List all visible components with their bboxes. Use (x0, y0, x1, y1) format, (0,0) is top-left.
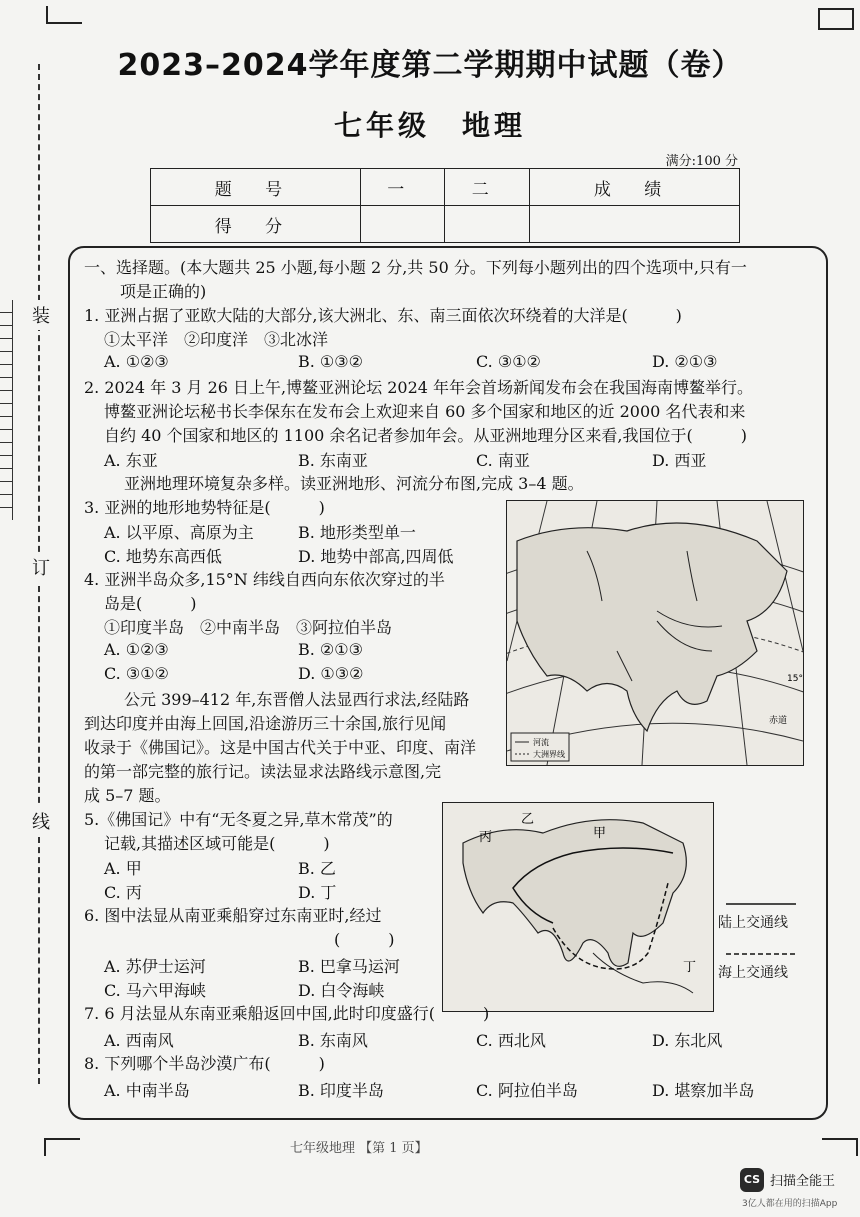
label-jia: 甲 (593, 826, 607, 841)
asia-landmass (517, 523, 787, 731)
q2-option-a[interactable]: A. 东亚 (104, 451, 158, 470)
corner-mark-bottom-left (44, 1138, 80, 1156)
q2-option-d[interactable]: D. 西亚 (652, 451, 707, 470)
binding-char-xian: 线 (32, 806, 50, 836)
score-input-cell[interactable] (530, 206, 740, 243)
q6-option-a[interactable]: A. 苏伊士运河 (104, 957, 206, 976)
intro-q5-7-line1: 公元 399–412 年,东晋僧人法显西行求法,经陆路 (124, 690, 470, 709)
page-footer: 七年级地理 【第 1 页】 (290, 1141, 428, 1156)
q6-stem: 6. 图中法显从南亚乘船穿过东南亚时,经过 (84, 906, 382, 925)
full-score: 满分:100 分 (665, 154, 738, 169)
q4-stem-line2: 岛是( ) (104, 594, 197, 613)
legend-sea-route: 海上交通线 (718, 965, 788, 981)
q5-option-c[interactable]: C. 丙 (104, 883, 142, 902)
q5-stem-line2: 记载,其描述区域可能是( ) (104, 834, 330, 853)
q1-option-a[interactable]: A. ①②③ (104, 352, 169, 371)
q4-option-a[interactable]: A. ①②③ (104, 640, 169, 659)
q4-option-c[interactable]: C. ③①② (104, 664, 169, 683)
label-bing: 丙 (479, 830, 493, 845)
score-input-cell[interactable] (360, 206, 445, 243)
corner-mark-top-right (818, 8, 854, 30)
asia-map-svg (507, 501, 803, 765)
side-info-grid (0, 300, 13, 520)
q1-option-c[interactable]: C. ③①② (476, 352, 541, 371)
q3-option-b[interactable]: B. 地形类型单一 (298, 523, 416, 542)
q4-stem-line1: 4. 亚洲半岛众多,15°N 纬线自西向东依次穿过的半 (84, 570, 445, 589)
q1-option-d[interactable]: D. ②①③ (652, 352, 718, 371)
exam-title: 2023–2024学年度第二学期期中试题（卷） (117, 48, 743, 83)
q6-option-b[interactable]: B. 巴拿马运河 (298, 957, 400, 976)
q3-option-a[interactable]: A. 以平原、高原为主 (104, 523, 254, 542)
label-15-degrees: 15° (787, 674, 803, 684)
score-cell: 二 (445, 169, 530, 206)
q5-option-b[interactable]: B. 乙 (298, 859, 336, 878)
q8-option-a[interactable]: A. 中南半岛 (104, 1081, 190, 1100)
intro-q5-7-line4: 的第一部完整的旅行记。读法显求法路线示意图,完 (84, 762, 442, 781)
faxian-route-map (442, 802, 714, 1012)
score-cell: 得 分 (151, 206, 361, 243)
label-ding: 丁 (683, 960, 697, 975)
camscanner-logo-icon: CS (740, 1168, 764, 1192)
q4-option-d[interactable]: D. ①③② (298, 664, 364, 683)
binding-char-ding: 订 (32, 552, 50, 582)
q4-items: ①印度半岛 ②中南半岛 ③阿拉伯半岛 (104, 618, 393, 637)
intro-q5-7-line5: 成 5–7 题。 (84, 786, 171, 805)
q2-line3: 自约 40 个国家和地区的 1100 余名记者参加年会。从亚洲地理分区来看,我国位于( ) (104, 426, 747, 445)
q5-stem-line1: 5.《佛国记》中有“无冬夏之异,草木常茂”的 (84, 810, 393, 829)
route-map-svg (443, 803, 713, 1011)
q7-stem: 7. 6 月法显从东南亚乘船返回中国,此时印度盛行( ) (84, 1004, 490, 1023)
section-heading: 一、选择题。(本大题共 25 小题,每小题 2 分,共 50 分。下列每小题列出的四个选项中,只有一 (84, 258, 747, 277)
corner-mark-top-left (46, 6, 82, 24)
q3-option-c[interactable]: C. 地势东高西低 (104, 547, 222, 566)
score-cell: 一 (360, 169, 445, 206)
exam-subtitle: 七年级 地理 (333, 109, 526, 142)
q6-answer-paren: ( ) (334, 930, 395, 949)
legend-land-route: 陆上交通线 (718, 915, 788, 931)
q7-option-b[interactable]: B. 东南风 (298, 1031, 368, 1050)
q5-option-d[interactable]: D. 丁 (298, 883, 337, 902)
corner-mark-bottom-right (822, 1138, 858, 1156)
q7-option-a[interactable]: A. 西南风 (104, 1031, 174, 1050)
intro-q3-4: 亚洲地理环境复杂多样。读亚洲地形、河流分布图,完成 3–4 题。 (124, 474, 584, 493)
score-table-score-row (151, 206, 740, 243)
q2-option-b[interactable]: B. 东南亚 (298, 451, 368, 470)
camscanner-name: 扫描全能王 (770, 1174, 836, 1189)
asia-terrain-map (506, 500, 804, 766)
q1-stem: 1. 亚洲占据了亚欧大陆的大部分,该大洲北、东、南三面依次环绕着的大洋是( ) (84, 306, 682, 325)
label-equator: 赤道 (769, 716, 788, 726)
q8-stem: 8. 下列哪个半岛沙漠广布( ) (84, 1054, 325, 1073)
section-heading-cont: 项是正确的) (120, 282, 207, 301)
intro-q5-7-line3: 收录于《佛国记》。这是中国古代关于中亚、印度、南洋 (84, 738, 477, 757)
q1-items: ①太平洋 ②印度洋 ③北冰洋 (104, 330, 329, 349)
legend-boundary-label: 大洲界线 (533, 750, 565, 759)
score-table-header-row (151, 169, 740, 206)
q7-option-d[interactable]: D. 东北风 (652, 1031, 723, 1050)
binding-char-zhuang: 装 (32, 300, 50, 330)
q2-line1: 2. 2024 年 3 月 26 日上午,博鳌亚洲论坛 2024 年年会首场新闻发布会在我国海南博鳌举行。 (84, 378, 754, 397)
score-table (150, 168, 740, 243)
q8-option-c[interactable]: C. 阿拉伯半岛 (476, 1081, 578, 1100)
q8-option-b[interactable]: B. 印度半岛 (298, 1081, 384, 1100)
score-input-cell[interactable] (445, 206, 530, 243)
route-landmass (463, 820, 686, 967)
score-cell: 成 绩 (530, 169, 740, 206)
legend-river-label: 河流 (533, 738, 549, 747)
q6-option-c[interactable]: C. 马六甲海峡 (104, 981, 206, 1000)
q2-option-c[interactable]: C. 南亚 (476, 451, 530, 470)
q8-option-d[interactable]: D. 堪察加半岛 (652, 1081, 755, 1100)
label-yi: 乙 (521, 812, 535, 827)
q5-option-a[interactable]: A. 甲 (104, 859, 142, 878)
intro-q5-7-line2: 到达印度并由海上回国,沿途游历三十余国,旅行见闻 (84, 714, 447, 733)
q3-stem: 3. 亚洲的地形地势特征是( ) (84, 498, 325, 517)
q2-line2: 博鳌亚洲论坛秘书长李保东在发布会上欢迎来自 60 多个国家和地区的近 2000 名代表和来 (104, 402, 746, 421)
q1-option-b[interactable]: B. ①③② (298, 352, 363, 371)
q6-option-d[interactable]: D. 白令海峡 (298, 981, 385, 1000)
score-cell: 题 号 (151, 169, 361, 206)
q4-option-b[interactable]: B. ②①③ (298, 640, 363, 659)
q3-option-d[interactable]: D. 地势中部高,四周低 (298, 547, 454, 566)
q7-option-c[interactable]: C. 西北风 (476, 1031, 546, 1050)
camscanner-tagline: 3亿人都在用的扫描App (742, 1199, 838, 1209)
